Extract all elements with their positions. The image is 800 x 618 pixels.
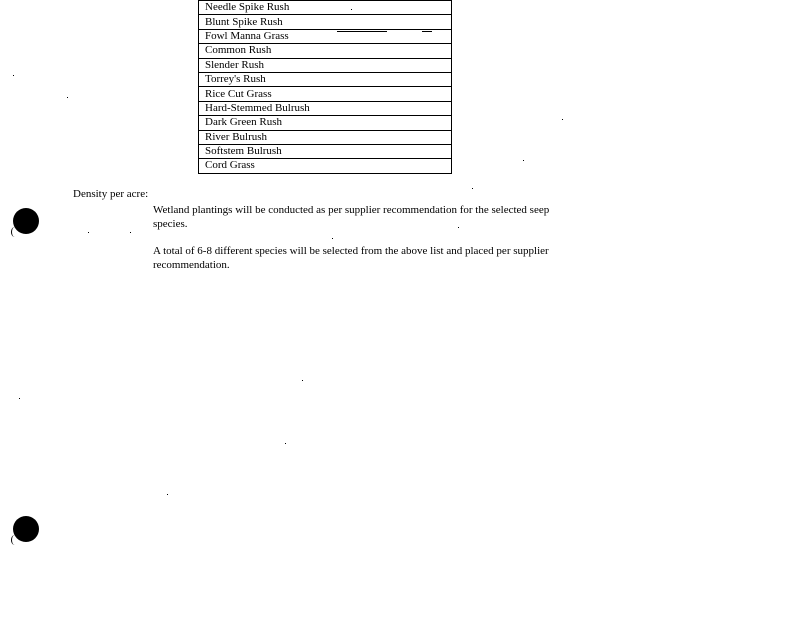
scan-speck (523, 160, 524, 161)
table-row (199, 72, 452, 86)
table-row (199, 159, 452, 173)
punch-hole-edge (11, 535, 18, 545)
species-cell: River Bulrush (199, 130, 452, 144)
species-cell: Fowl Manna Grass (199, 29, 452, 43)
scan-speck (19, 398, 20, 399)
scan-speck (458, 227, 459, 228)
species-cell: Torrey's Rush (199, 72, 452, 86)
species-cell: Cord Grass (199, 159, 452, 173)
species-cell: Dark Green Rush (199, 116, 452, 130)
species-cell: Blunt Spike Rush (199, 15, 452, 29)
table-row (199, 101, 452, 115)
table-row (199, 87, 452, 101)
scan-speck (130, 232, 131, 233)
scan-speck (285, 443, 286, 444)
table-row (199, 29, 452, 43)
species-table (198, 0, 452, 174)
species-cell: Softstem Bulrush (199, 144, 452, 158)
density-label: Density per acre: (73, 188, 149, 200)
scan-speck (13, 75, 14, 76)
table-row (199, 144, 452, 158)
punch-hole-edge (11, 227, 18, 237)
table-row (199, 44, 452, 58)
table-row (199, 130, 452, 144)
scan-speck (167, 494, 168, 495)
table-row (199, 116, 452, 130)
species-cell: Rice Cut Grass (199, 87, 452, 101)
scan-speck (472, 188, 473, 189)
scan-speck (302, 380, 303, 381)
scan-artifact-line (337, 31, 387, 32)
table-row (199, 1, 452, 15)
planting-note-paragraph: Wetland plantings will be conducted as per supplier recommendation for the selected seep species. (153, 204, 550, 230)
scan-speck (88, 232, 89, 233)
table-row (199, 15, 452, 29)
scan-speck (332, 238, 333, 239)
species-cell: Needle Spike Rush (199, 1, 452, 15)
scan-speck (67, 97, 68, 98)
species-selection-paragraph: A total of 6-8 different species will be selected from the above list and placed per supplier recommendation. (153, 245, 549, 271)
species-cell: Slender Rush (199, 58, 452, 72)
table-row (199, 58, 452, 72)
scan-artifact-line (422, 31, 432, 32)
species-cell: Common Rush (199, 44, 452, 58)
scan-speck (562, 119, 563, 120)
scan-speck (351, 9, 352, 10)
species-cell: Hard-Stemmed Bulrush (199, 101, 452, 115)
